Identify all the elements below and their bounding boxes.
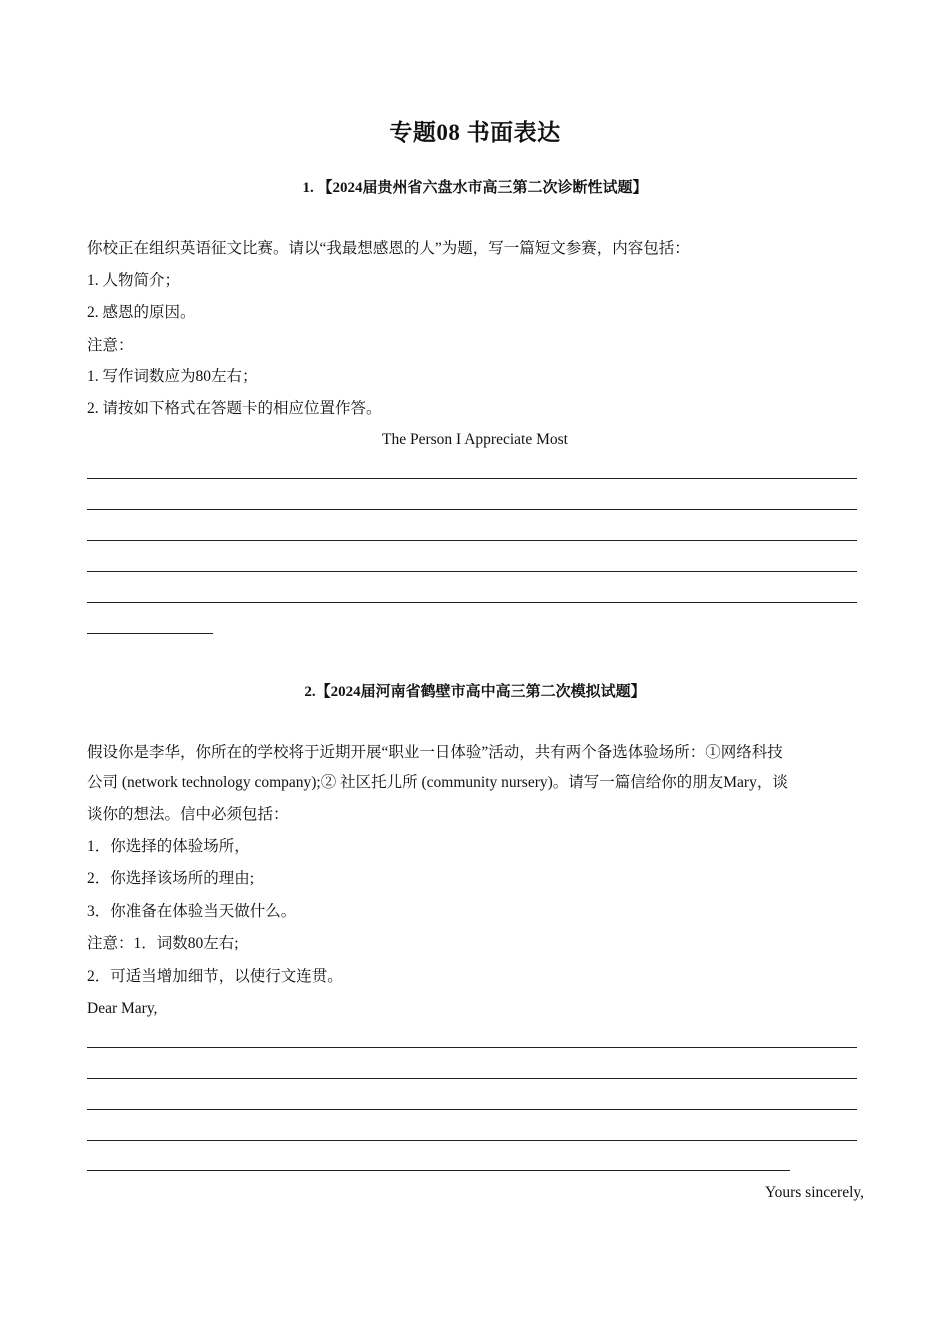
q2-prompt-line-3: 谈你的想法。信中必须包括： <box>87 806 289 823</box>
q1-answer-line-short <box>87 633 213 634</box>
q1-note-1: 1. 写作词数应为80左右； <box>87 368 258 385</box>
question-2-heading: 2.【2024届河南省鹤壁市高中高三第二次模拟试题】 <box>304 684 646 700</box>
q2-answer-line <box>87 1170 790 1171</box>
q2-requirement-3: 3．你准备在体验当天做什么。 <box>87 903 297 920</box>
q2-prompt-line-2: 公司 (network technology company);② 社区托儿所 (community nursery)。请写一篇信给你的朋友Mary，谈 <box>87 774 788 791</box>
q2-note-2: 2．可适当增加细节，以使行文连贯。 <box>87 968 343 985</box>
q1-prompt-line: 你校正在组织英语征文比赛。请以“我最想感恩的人”为题，写一篇短文参赛，内容包括： <box>87 240 690 257</box>
q1-notes-label: 注意： <box>87 337 134 354</box>
q2-prompt-line-1: 假设你是李华，你所在的学校将于近期开展“职业一日体验”活动，共有两个备选体验场所：①网络科技 <box>87 744 783 761</box>
q1-answer-line <box>87 540 857 541</box>
q2-answer-line <box>87 1047 857 1048</box>
q2-closing: Yours sincerely, <box>764 1184 864 1201</box>
q2-answer-line <box>87 1140 857 1141</box>
q2-answer-line <box>87 1109 857 1110</box>
q1-requirement-1: 1. 人物简介； <box>87 272 181 289</box>
q1-answer-line <box>87 571 857 572</box>
q1-answer-line <box>87 509 857 510</box>
q2-requirement-1: 1．你选择的体验场所， <box>87 838 250 855</box>
q2-answer-line <box>87 1078 857 1079</box>
q1-requirement-2: 2. 感恩的原因。 <box>87 304 196 321</box>
q1-essay-title: The Person I Appreciate Most <box>382 431 568 448</box>
question-1-heading: 1. 【2024届贵州省六盘水市高三第二次诊断性试题】 <box>302 180 648 196</box>
q1-answer-line <box>87 478 857 479</box>
q2-requirement-2: 2．你选择该场所的理由; <box>87 870 255 887</box>
q2-note-1: 注意：1．词数80左右; <box>87 935 239 952</box>
page-title: 专题08 书面表达 <box>389 120 561 145</box>
q2-salutation: Dear Mary, <box>87 1000 158 1017</box>
q1-note-2: 2. 请按如下格式在答题卡的相应位置作答。 <box>87 400 382 417</box>
q1-answer-line <box>87 602 857 603</box>
